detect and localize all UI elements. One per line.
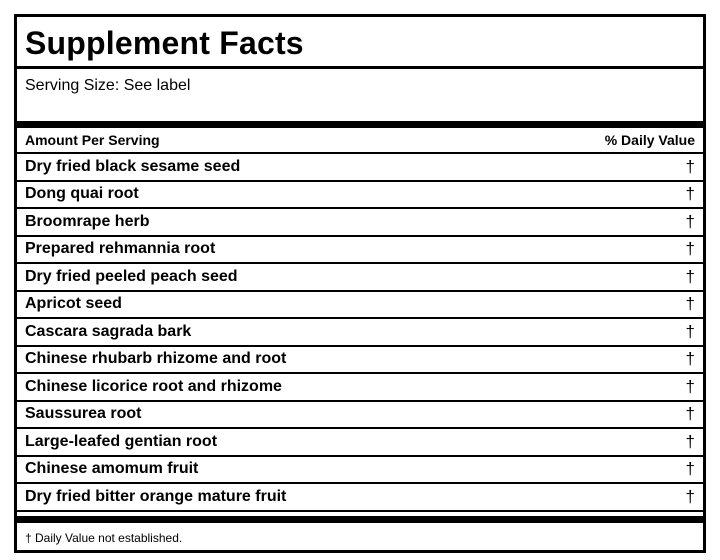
ingredient-row	[17, 402, 703, 430]
daily-value-mark: †	[685, 431, 695, 451]
ingredient-row	[17, 264, 703, 292]
ingredient-name: Apricot seed	[25, 295, 122, 313]
ingredient-name: Cascara sagrada bark	[25, 322, 192, 340]
serving-size: Serving Size: See label	[25, 77, 191, 94]
amount-header-row	[17, 128, 703, 154]
thick-divider-top	[17, 121, 703, 128]
panel-title: Supplement Facts	[17, 17, 703, 69]
ingredient-row	[17, 182, 703, 210]
daily-value-mark: †	[685, 349, 695, 369]
ingredient-row	[17, 457, 703, 485]
ingredient-row	[17, 209, 703, 237]
ingredient-row	[17, 237, 703, 265]
amount-per-serving-label: Amount Per Serving	[25, 132, 160, 148]
ingredient-name: Chinese rhubarb rhizome and root	[25, 350, 287, 368]
ingredient-row	[17, 347, 703, 375]
daily-value-mark: †	[685, 486, 695, 506]
daily-value-label: % Daily Value	[604, 132, 695, 148]
ingredient-list	[17, 154, 703, 512]
ingredient-name: Broomrape herb	[25, 212, 150, 230]
thick-divider-bottom	[17, 516, 703, 523]
ingredient-row	[17, 319, 703, 347]
ingredient-row	[17, 374, 703, 402]
supplement-facts-panel	[14, 14, 706, 553]
daily-value-mark: †	[685, 211, 695, 231]
ingredient-name: Prepared rehmannia root	[25, 240, 216, 258]
daily-value-mark: †	[685, 156, 695, 176]
ingredient-row	[17, 292, 703, 320]
ingredient-row	[17, 484, 703, 512]
daily-value-mark: †	[685, 266, 695, 286]
daily-value-mark: †	[685, 376, 695, 396]
daily-value-mark: †	[685, 239, 695, 259]
ingredient-name: Dry fried bitter orange mature fruit	[25, 487, 287, 505]
daily-value-mark: †	[685, 294, 695, 314]
ingredient-name: Saussurea root	[25, 405, 142, 423]
daily-value-mark: †	[685, 404, 695, 424]
ingredient-name: Dry fried peeled peach seed	[25, 267, 238, 285]
daily-value-mark: †	[685, 321, 695, 341]
ingredient-row	[17, 429, 703, 457]
footnote: † Daily Value not established.	[25, 531, 183, 545]
ingredient-name: Chinese licorice root and rhizome	[25, 377, 282, 395]
ingredient-row	[17, 154, 703, 182]
ingredient-name: Dry fried black sesame seed	[25, 157, 241, 175]
ingredient-name: Large-leafed gentian root	[25, 432, 218, 450]
ingredient-name: Chinese amomum fruit	[25, 460, 199, 478]
daily-value-mark: †	[685, 184, 695, 204]
ingredient-name: Dong quai root	[25, 185, 139, 203]
daily-value-mark: †	[685, 459, 695, 479]
